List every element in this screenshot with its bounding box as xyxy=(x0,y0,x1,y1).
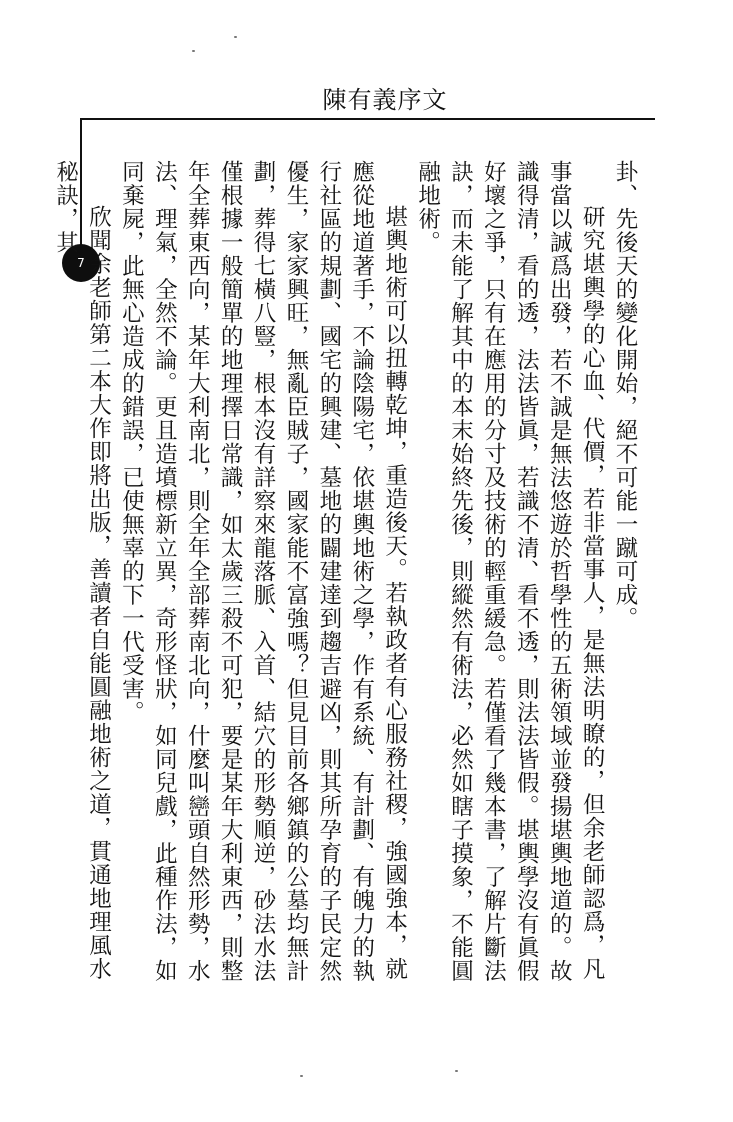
scan-speck xyxy=(300,1075,303,1077)
scan-speck xyxy=(192,50,195,52)
paragraph-4: 欣聞余老師第二本大作即將出版，善讀者自能圓融地術之道，貫通地理風水秘訣，其 xyxy=(52,160,112,981)
scan-speck xyxy=(455,1070,458,1072)
header-rule-horizontal xyxy=(80,118,655,120)
paragraph-1: 卦、先後天的變化開始，絕不可能一蹴可成。 xyxy=(612,160,638,630)
vertical-body-text xyxy=(52,160,641,990)
paragraph-3: 堪輿地術可以扭轉乾坤，重造後天。若執政者有心服務社稷，強國強本，就應從地道著手，不論陰陽宅，依堪輿地術之學，作有系統、有計劃、有魄力的執行社區的規劃、國宅的興建、墓地的闢建達到趨吉避凶，則其所孕育的子民定然優生，家家興旺，無亂臣賊子，國家能不富強嗎？但見目前各鄉鎮的公墓均無計劃，葬得七橫八豎，根本沒有詳察來龍落脈、入首、結穴的形勢順逆，砂法水法僅根據一般簡單的地理擇日常識，如太歲三殺不可犯，要是某年大利東西，則整年全葬東西向，某年大利南北，則全年全部葬南北向，什麼叫巒頭自然形勢，水法、理氣，全然不論。更且造墳標新立異，奇形怪狀，如同兒戲，此種作法，如同棄屍，此無心造成的錯誤，已使無辜的下一代受害。 xyxy=(118,160,408,983)
paragraph-2: 研究堪輿學的心血、代價，若非當事人，是無法明瞭的，但余老師認爲，凡事當以誠爲出發，若不誠是無法悠遊於哲學性的五術領域並發揚堪輿地道的。故識得清，看的透，法法皆眞，若識不清、看不透，則法法皆假。堪輿學沒有眞假好壞之爭，只有在應用的分寸及技術的輕重緩急。若僅看了幾本書，了解片斷法訣，而未能了解其中的本末始終先後，則縱然有術法，必然如瞎子摸象，不能圓融地術。 xyxy=(414,160,606,983)
page-number-badge: 7 xyxy=(62,244,100,282)
page-header-title: 陳有義序文 xyxy=(322,86,448,114)
scan-speck xyxy=(234,36,237,38)
